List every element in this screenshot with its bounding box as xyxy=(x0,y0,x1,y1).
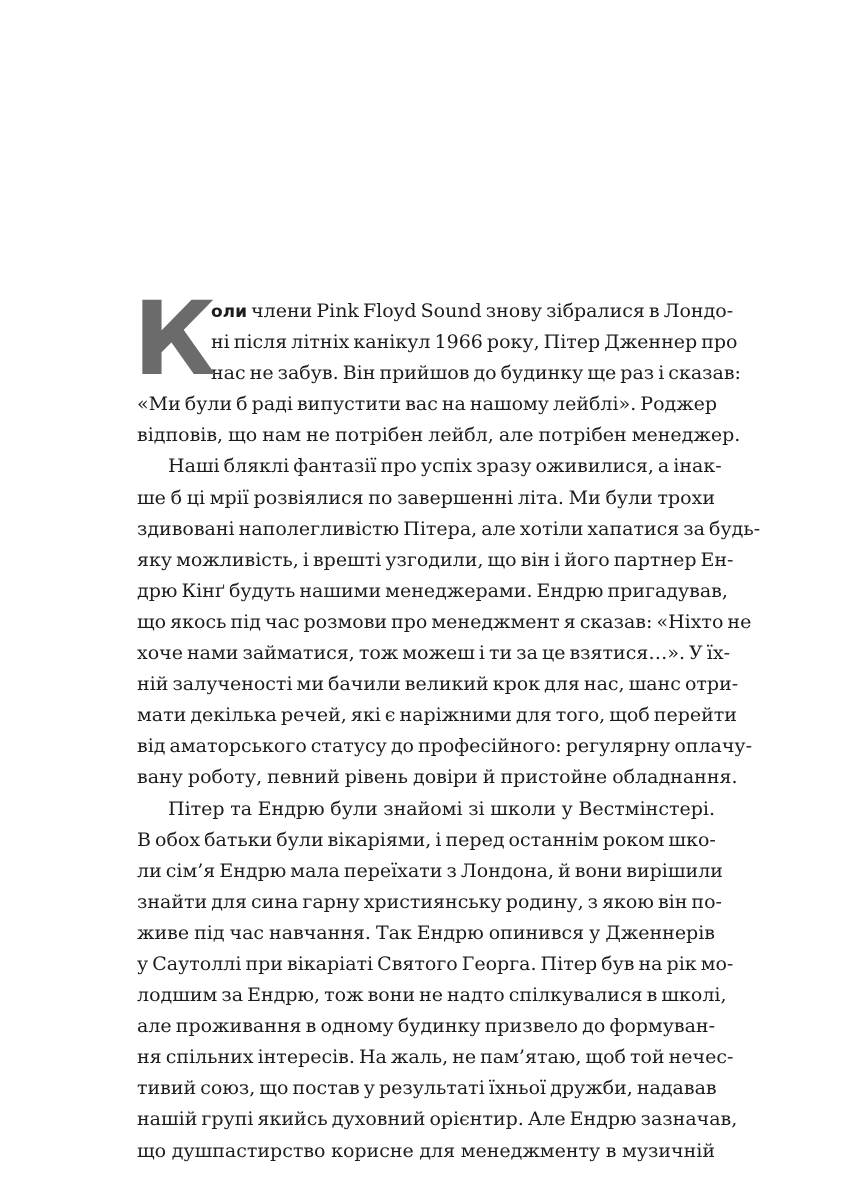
text-line: нас не забув. Він прийшов до будинку ще раз і сказав: xyxy=(211,362,741,385)
text-line: відповів, що нам не потрібен лейбл, але потрібен менеджер. xyxy=(137,424,741,447)
text-line: тивий союз, що постав у результаті їхньої дружби, надавав xyxy=(137,1077,717,1100)
lead-word: оли xyxy=(211,302,248,322)
text-line: у Саутоллі при вікаріаті Святого Георга. Пітер був на рік мо- xyxy=(137,952,734,975)
text-line: Наші бляклі фантазії про успіх зразу оживилися, а інак- xyxy=(168,455,722,478)
text-line: дрю Кінґ будуть нашими менеджерами. Ендрю пригадував, xyxy=(137,579,728,602)
text-line: ше б ці мрії розвіялися по завершенні літа. Ми були трохи xyxy=(137,486,715,509)
text-line: здивовані наполегливістю Пітера, але хотіли хапатися за будь- xyxy=(137,517,761,540)
text-line: ли сім’я Ендрю мала переїхати з Лондона, й вони вирішили xyxy=(137,859,723,882)
text-line: вану роботу, певний рівень довіри й пристойне обладнання. xyxy=(137,766,738,789)
text-line: яку можливість, і врешті узгодили, що він і його партнер Ен- xyxy=(137,548,734,571)
body-text xyxy=(133,280,761,1167)
text-line xyxy=(137,296,734,327)
text-line: але проживання в одному будинку призвело до формуван- xyxy=(137,1015,715,1038)
text-line: нашій групі якийсь духовний орієнтир. Але Ендрю зазначав, xyxy=(137,1108,738,1131)
text-line: «Ми були б раді випустити вас на нашому лейблі». Роджер xyxy=(137,393,718,416)
text-line: мати декілька речей, які є наріжними для того, щоб перейти xyxy=(137,704,737,727)
text-line: що якось під час розмови про менеджмент я сказав: «Ніхто не xyxy=(137,610,752,633)
text-line: від аматорського статусу до професійного: регулярну оплачу- xyxy=(137,735,752,758)
text-line: ні після літніх канікул 1966 року, Пітер Дженнер про xyxy=(211,331,738,354)
text-line: В обох батьки були вікаріями, і перед останнім роком шко- xyxy=(137,828,716,851)
text-line: хоче нами займатися, тож можеш і ти за це взятися…». У їх- xyxy=(137,642,731,665)
drop-cap-letter: К xyxy=(133,280,217,399)
text-line: ня спільних інтересів. На жаль, не пам’ятаю, щоб той нечес- xyxy=(137,1046,734,1069)
line-text: члени Pink Floyd Sound знову зібралися в Лондо- xyxy=(247,300,734,322)
text-line: що душпастирство корисне для менеджменту в музичній xyxy=(137,1139,715,1162)
text-line: Пітер та Ендрю були знайомі зі школи у Вестмінстері. xyxy=(168,797,715,820)
text-line: лодшим за Ендрю, тож вони не надто спілкувалися в школі, xyxy=(137,984,727,1007)
text-line: знайти для сина гарну християнську родину, з якою він по- xyxy=(137,890,722,913)
text-line: ній залученості ми бачили великий крок для нас, шанс отри- xyxy=(137,673,739,696)
text-line: живе під час навчання. Так Ендрю опинився у Дженнерів xyxy=(137,921,715,944)
